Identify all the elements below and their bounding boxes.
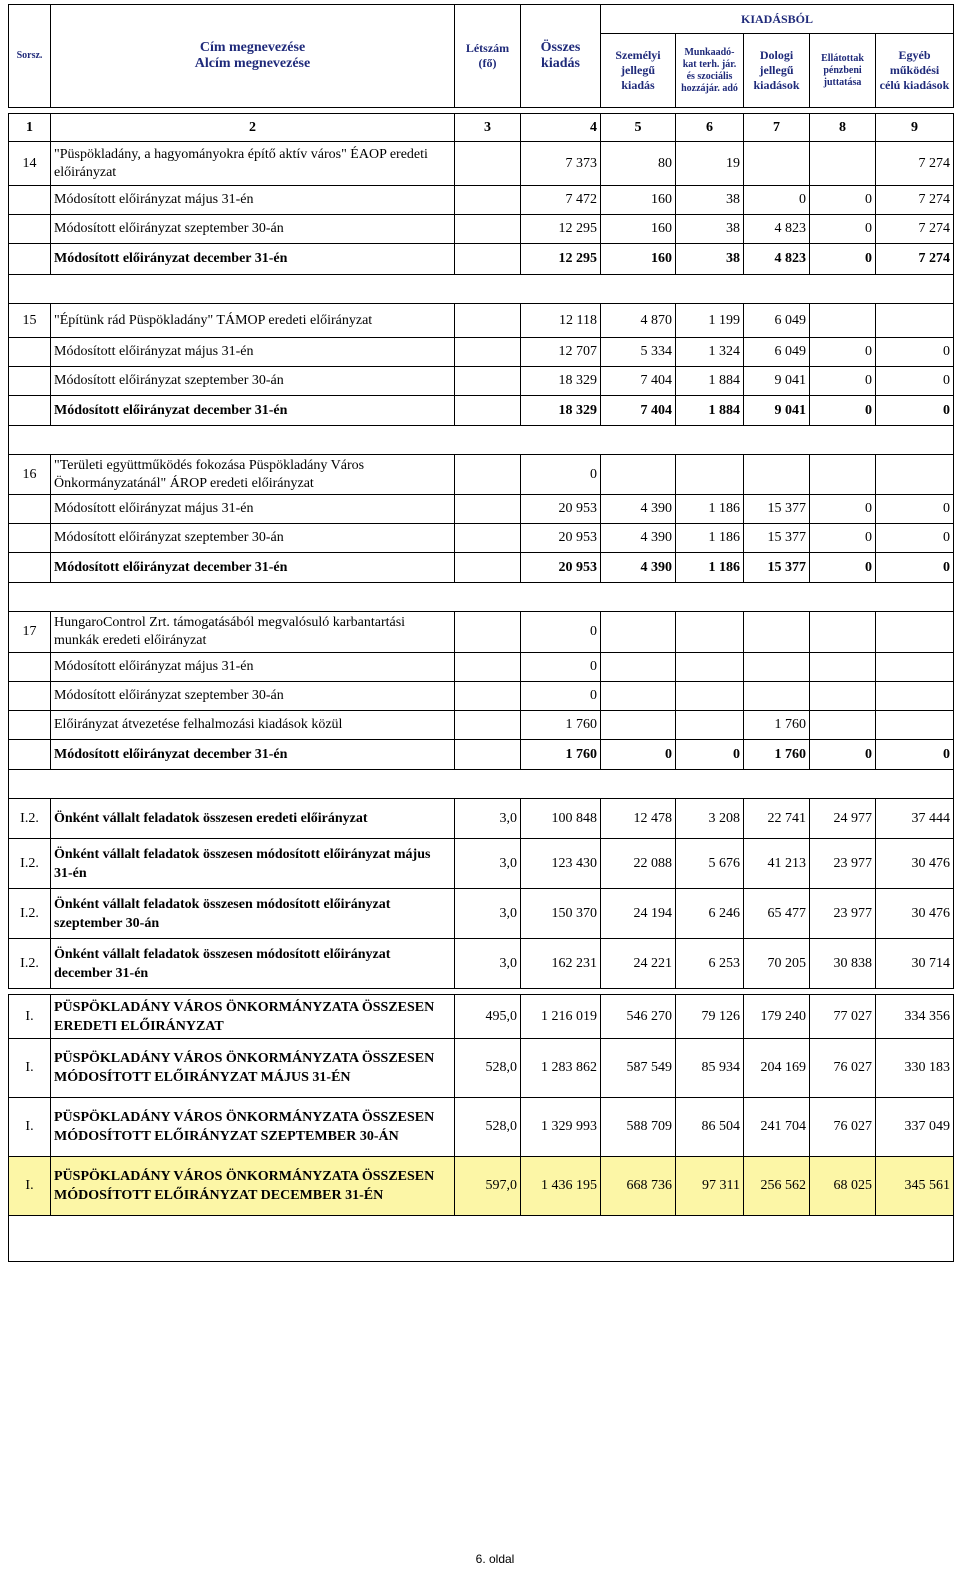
sorszam-cell: I. [9,995,51,1039]
table-row [9,682,954,711]
szemelyi-cell: 12 478 [601,799,676,839]
munkaado-cell: 1 884 [676,396,744,426]
table-row [9,244,954,275]
letszam-cell [455,524,521,553]
munkaado-cell: 38 [676,215,744,244]
egyeb-cell: 30 476 [876,839,954,889]
osszes-kiadas-cell: 18 329 [521,367,601,396]
dologi-cell [744,455,810,495]
szemelyi-cell: 587 549 [601,1039,676,1098]
sorszam-cell: I.2. [9,799,51,839]
description-cell: Előirányzat átvezetése felhalmozási kiadások közül [51,711,455,740]
sorszam-cell [9,244,51,275]
szemelyi-header: Személyi jellegű kiadás [601,34,676,108]
table-row-total [9,995,954,1039]
column-number-row: 1 2 3 4 5 6 7 8 9 [9,114,954,142]
szemelyi-cell: 22 088 [601,839,676,889]
sorszam-cell: I. [9,1039,51,1098]
dologi-cell: 9 041 [744,367,810,396]
osszes-kiadas-cell: 150 370 [521,889,601,939]
osszes-kiadas-header: Összes kiadás [521,5,601,108]
table-row-subtotal [9,889,954,939]
sorszam-cell [9,711,51,740]
szemelyi-cell: 4 870 [601,304,676,338]
munkaado-cell: 79 126 [676,995,744,1039]
letszam-cell [455,367,521,396]
dologi-cell: 6 049 [744,304,810,338]
osszes-kiadas-cell: 1 760 [521,740,601,770]
sorszam-cell [9,740,51,770]
description-cell: Önként vállalt feladatok összesen módosított előirányzat május 31-én [51,839,455,889]
table-row [9,455,954,495]
dologi-cell: 41 213 [744,839,810,889]
blank-row [9,583,954,612]
letszam-cell: 495,0 [455,995,521,1039]
ellatottak-cell: 24 977 [810,799,876,839]
description-cell: "Területi együttműködés fokozása Püspökladány Város Önkormányzatánál" ÁROP eredeti előirányzat [51,455,455,495]
letszam-cell [455,553,521,583]
osszes-kiadas-cell: 0 [521,653,601,682]
budget-table [8,4,954,1262]
ellatottak-cell: 77 027 [810,995,876,1039]
osszes-kiadas-cell: 7 373 [521,142,601,186]
letszam-cell [455,338,521,367]
table-row-subtotal [9,939,954,989]
cim-header: Cím megnevezése Alcím megnevezése [51,5,455,108]
munkaado-cell: 38 [676,186,744,215]
szemelyi-cell: 668 736 [601,1157,676,1216]
description-cell: "Püspökladány, a hagyományokra építő aktív város" ÉAOP eredeti előirányzat [51,142,455,186]
munkaado-cell: 6 253 [676,939,744,989]
description-cell: Módosított előirányzat december 31-én [51,396,455,426]
sorszam-cell: 17 [9,612,51,653]
header-row-top [9,5,954,34]
osszes-kiadas-cell: 100 848 [521,799,601,839]
egyeb-cell [876,653,954,682]
sorsz-header: Sorsz. [9,5,51,108]
description-cell: PÜSPÖKLADÁNY VÁROS ÖNKORMÁNYZATA ÖSSZESEN EREDETI ELŐIRÁNYZAT [51,995,455,1039]
egyeb-cell: 37 444 [876,799,954,839]
munkaado-cell: 19 [676,142,744,186]
egyeb-cell [876,612,954,653]
munkaado-cell: 85 934 [676,1039,744,1098]
letszam-cell [455,495,521,524]
letszam-cell [455,612,521,653]
egyeb-cell: 0 [876,524,954,553]
dologi-cell: 22 741 [744,799,810,839]
egyeb-cell: 330 183 [876,1039,954,1098]
osszes-kiadas-cell: 1 283 862 [521,1039,601,1098]
letszam-cell [455,244,521,275]
letszam-cell [455,142,521,186]
szemelyi-cell: 160 [601,186,676,215]
ellatottak-cell: 76 027 [810,1098,876,1157]
table-row [9,396,954,426]
osszes-kiadas-cell: 12 295 [521,215,601,244]
szemelyi-cell: 24 194 [601,889,676,939]
sorszam-cell: 15 [9,304,51,338]
table-row [9,215,954,244]
szemelyi-cell [601,682,676,711]
sorszam-cell [9,338,51,367]
sorszam-cell: I.2. [9,889,51,939]
sorszam-cell [9,396,51,426]
dologi-cell: 15 377 [744,524,810,553]
egyeb-cell: 7 274 [876,186,954,215]
letszam-cell [455,740,521,770]
letszam-cell: 528,0 [455,1098,521,1157]
sorszam-cell [9,215,51,244]
letszam-cell: 3,0 [455,799,521,839]
description-cell: Módosított előirányzat május 31-én [51,653,455,682]
osszes-kiadas-cell: 20 953 [521,524,601,553]
egyeb-cell: 337 049 [876,1098,954,1157]
table-row [9,495,954,524]
ellatottak-cell: 0 [810,186,876,215]
letszam-cell: 3,0 [455,889,521,939]
egyeb-cell: 0 [876,367,954,396]
description-cell: Önként vállalt feladatok összesen módosított előirányzat szeptember 30-án [51,889,455,939]
ellatottak-cell [810,612,876,653]
munkaado-cell: 1 186 [676,553,744,583]
ellatottak-cell [810,711,876,740]
ellatottak-cell: 0 [810,215,876,244]
description-cell: PÜSPÖKLADÁNY VÁROS ÖNKORMÁNYZATA ÖSSZESEN MÓDOSÍTOTT ELŐIRÁNYZAT SZEPTEMBER 30-ÁN [51,1098,455,1157]
table-row [9,653,954,682]
szemelyi-cell: 0 [601,740,676,770]
munkaado-cell [676,682,744,711]
letszam-cell [455,186,521,215]
dologi-cell: 15 377 [744,553,810,583]
sorszam-cell: 16 [9,455,51,495]
osszes-kiadas-cell: 1 760 [521,711,601,740]
letszam-cell [455,396,521,426]
szemelyi-cell: 4 390 [601,495,676,524]
table-row [9,338,954,367]
sorszam-cell: I. [9,1157,51,1216]
sorszam-cell [9,553,51,583]
egyeb-cell: 0 [876,396,954,426]
ellatottak-cell [810,653,876,682]
sorszam-cell [9,367,51,396]
sorszam-cell [9,653,51,682]
ellatottak-cell [810,682,876,711]
description-cell: Módosított előirányzat december 31-én [51,244,455,275]
egyeb-header: Egyéb működési célú kiadások [876,34,954,108]
munkaado-cell: 38 [676,244,744,275]
dologi-cell [744,682,810,711]
szemelyi-cell [601,653,676,682]
szemelyi-cell: 4 390 [601,524,676,553]
table-row [9,612,954,653]
sorszam-cell: 14 [9,142,51,186]
munkaado-cell: 1 186 [676,495,744,524]
letszam-cell [455,682,521,711]
egyeb-cell: 7 274 [876,142,954,186]
dologi-cell [744,653,810,682]
sorszam-cell [9,682,51,711]
letszam-cell: 597,0 [455,1157,521,1216]
szemelyi-cell: 4 390 [601,553,676,583]
osszes-kiadas-cell: 12 707 [521,338,601,367]
munkaado-cell: 1 186 [676,524,744,553]
dologi-cell: 241 704 [744,1098,810,1157]
osszes-kiadas-cell: 0 [521,455,601,495]
ellatottak-cell [810,455,876,495]
ellatottak-cell [810,142,876,186]
szemelyi-cell: 160 [601,215,676,244]
letszam-cell [455,304,521,338]
ellatottak-cell: 0 [810,553,876,583]
ellatottak-cell: 0 [810,396,876,426]
szemelyi-cell: 7 404 [601,367,676,396]
dologi-cell: 6 049 [744,338,810,367]
ellatottak-cell: 68 025 [810,1157,876,1216]
description-cell: Módosított előirányzat szeptember 30-án [51,524,455,553]
description-cell: HungaroControl Zrt. támogatásából megvalósuló karbantartási munkák eredeti előirányzat [51,612,455,653]
szemelyi-cell: 5 334 [601,338,676,367]
osszes-kiadas-cell: 0 [521,682,601,711]
munkaado-cell: 0 [676,740,744,770]
ellatottak-cell: 76 027 [810,1039,876,1098]
dologi-cell: 9 041 [744,396,810,426]
munkaado-cell: 5 676 [676,839,744,889]
dologi-cell: 1 760 [744,711,810,740]
page-number: 6. oldal [475,1552,515,1566]
dologi-cell: 179 240 [744,995,810,1039]
munkaado-cell: 3 208 [676,799,744,839]
letszam-cell: 3,0 [455,839,521,889]
munkaado-cell [676,612,744,653]
dologi-cell: 1 760 [744,740,810,770]
ellatottak-cell: 30 838 [810,939,876,989]
letszam-header: Létszám (fő) [455,5,521,108]
dologi-cell: 15 377 [744,495,810,524]
szemelyi-cell: 24 221 [601,939,676,989]
dologi-cell: 204 169 [744,1039,810,1098]
description-cell: Módosított előirányzat szeptember 30-án [51,367,455,396]
description-cell: "Építünk rád Püspökladány" TÁMOP eredeti előirányzat [51,304,455,338]
dologi-cell: 0 [744,186,810,215]
ellatottak-cell: 0 [810,495,876,524]
egyeb-cell: 0 [876,553,954,583]
table-row-subtotal [9,799,954,839]
letszam-cell: 3,0 [455,939,521,989]
szemelyi-cell: 588 709 [601,1098,676,1157]
dologi-header: Dologi jellegű kiadások [744,34,810,108]
egyeb-cell: 0 [876,338,954,367]
munkaado-cell: 1 199 [676,304,744,338]
table-row-total [9,1039,954,1098]
ellatottak-cell: 0 [810,244,876,275]
szemelyi-cell [601,612,676,653]
description-cell: PÜSPÖKLADÁNY VÁROS ÖNKORMÁNYZATA ÖSSZESEN MÓDOSÍTOTT ELŐIRÁNYZAT MÁJUS 31-ÉN [51,1039,455,1098]
egyeb-cell [876,304,954,338]
egyeb-cell: 7 274 [876,215,954,244]
ellatottak-cell: 0 [810,338,876,367]
table-row [9,524,954,553]
dologi-cell: 256 562 [744,1157,810,1216]
osszes-kiadas-cell: 1 216 019 [521,995,601,1039]
egyeb-cell [876,682,954,711]
munkaado-cell: 86 504 [676,1098,744,1157]
dologi-cell: 4 823 [744,215,810,244]
szemelyi-cell: 7 404 [601,396,676,426]
osszes-kiadas-cell: 12 295 [521,244,601,275]
description-cell: Módosított előirányzat szeptember 30-án [51,215,455,244]
munkaado-cell: 1 884 [676,367,744,396]
munkaado-cell: 1 324 [676,338,744,367]
munkaado-cell: 97 311 [676,1157,744,1216]
egyeb-cell: 0 [876,495,954,524]
szemelyi-cell: 546 270 [601,995,676,1039]
osszes-kiadas-cell: 1 436 195 [521,1157,601,1216]
table-row-total [9,1157,954,1216]
letszam-cell [455,215,521,244]
osszes-kiadas-cell: 7 472 [521,186,601,215]
osszes-kiadas-cell: 162 231 [521,939,601,989]
table-row-subtotal [9,839,954,889]
letszam-cell: 528,0 [455,1039,521,1098]
dologi-cell: 65 477 [744,889,810,939]
egyeb-cell: 7 274 [876,244,954,275]
munkaado-cell [676,653,744,682]
sorszam-cell [9,186,51,215]
sorszam-cell: I. [9,1098,51,1157]
table-row [9,740,954,770]
table-row [9,142,954,186]
osszes-kiadas-cell: 12 118 [521,304,601,338]
egyeb-cell: 30 476 [876,889,954,939]
description-cell: Módosított előirányzat december 31-én [51,740,455,770]
description-cell: Önként vállalt feladatok összesen módosított előirányzat december 31-én [51,939,455,989]
letszam-cell [455,653,521,682]
blank-row [9,275,954,304]
description-cell: Módosított előirányzat szeptember 30-án [51,682,455,711]
ellatottak-cell: 0 [810,740,876,770]
table-row [9,711,954,740]
szemelyi-cell [601,711,676,740]
egyeb-cell: 30 714 [876,939,954,989]
description-cell: Módosított előirányzat május 31-én [51,186,455,215]
egyeb-cell: 345 561 [876,1157,954,1216]
sorszam-cell: I.2. [9,839,51,889]
blank-row [9,1216,954,1262]
szemelyi-cell: 160 [601,244,676,275]
table-row [9,304,954,338]
description-cell: Módosított előirányzat május 31-én [51,495,455,524]
description-cell: Módosított előirányzat december 31-én [51,553,455,583]
ellatottak-cell: 23 977 [810,839,876,889]
sorszam-cell: I.2. [9,939,51,989]
sorszam-cell [9,524,51,553]
description-cell: Önként vállalt feladatok összesen eredeti előirányzat [51,799,455,839]
ellatottak-cell: 23 977 [810,889,876,939]
dologi-cell: 4 823 [744,244,810,275]
ellatottak-header: Ellátottak pénzbeni juttatása [810,34,876,108]
munkaado-cell [676,711,744,740]
szemelyi-cell: 80 [601,142,676,186]
table-row [9,186,954,215]
blank-row [9,770,954,799]
szemelyi-cell [601,455,676,495]
ellatottak-cell: 0 [810,367,876,396]
egyeb-cell [876,455,954,495]
table-row [9,367,954,396]
osszes-kiadas-cell: 1 329 993 [521,1098,601,1157]
description-cell: Módosított előirányzat május 31-én [51,338,455,367]
table-row-total [9,1098,954,1157]
egyeb-cell: 334 356 [876,995,954,1039]
table-row [9,553,954,583]
ellatottak-cell [810,304,876,338]
blank-row [9,426,954,455]
egyeb-cell [876,711,954,740]
osszes-kiadas-cell: 0 [521,612,601,653]
kiadasbol-header: KIADÁSBÓL [601,5,954,34]
munkaado-cell [676,455,744,495]
description-cell: PÜSPÖKLADÁNY VÁROS ÖNKORMÁNYZATA ÖSSZESEN MÓDOSÍTOTT ELŐIRÁNYZAT DECEMBER 31-ÉN [51,1157,455,1216]
osszes-kiadas-cell: 123 430 [521,839,601,889]
munkaado-cell: 6 246 [676,889,744,939]
osszes-kiadas-cell: 20 953 [521,495,601,524]
munkaado-header: Munkaadó- kat terh. jár. és szociális hozzájár. adó [676,34,744,108]
egyeb-cell: 0 [876,740,954,770]
ellatottak-cell: 0 [810,524,876,553]
dologi-cell [744,142,810,186]
letszam-cell [455,455,521,495]
sorszam-cell [9,495,51,524]
letszam-cell [455,711,521,740]
dologi-cell [744,612,810,653]
osszes-kiadas-cell: 20 953 [521,553,601,583]
dologi-cell: 70 205 [744,939,810,989]
osszes-kiadas-cell: 18 329 [521,396,601,426]
